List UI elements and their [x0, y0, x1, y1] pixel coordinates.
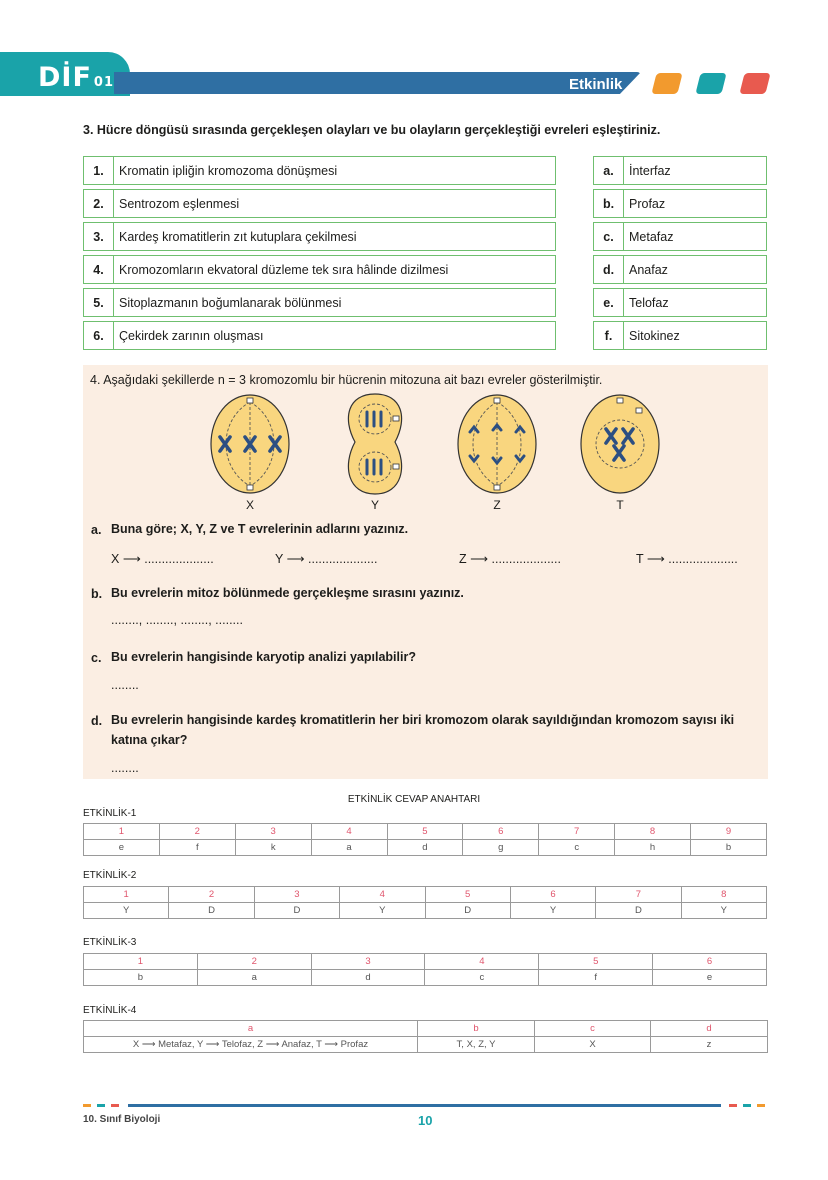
match-row-left: 2. Sentrozom eşlenmesi [83, 189, 556, 218]
cell-z-anaphase-icon [458, 395, 536, 493]
question-4-intro: 4. Aşağıdaki şekillerde n = 3 kromozomlu bir hücrenin mitozuna ait bazı evreler gösterilmiştir. [90, 373, 603, 387]
match-row-left: 3. Kardeş kromatitlerin zıt kutuplara çekilmesi [83, 222, 556, 251]
match-row-right: d. Anafaz [593, 255, 767, 284]
answer-blank-b[interactable]: ........, ........, ........, ........ [111, 613, 243, 627]
header-bar [114, 72, 641, 94]
match-row-left: 5. Sitoplazmanın boğumlanarak bölünmesi [83, 288, 556, 317]
key-label-3: ETKİNLİK-3 [83, 937, 137, 948]
answer-key-title: ETKİNLİK CEVAP ANAHTARI [347, 794, 481, 805]
footer-dash [97, 1104, 105, 1107]
answer-blank-t[interactable]: T ⟶ .................... [636, 552, 738, 566]
cell-label-x: X [245, 498, 254, 512]
key-table-3: 1 2 3 4 5 6 b a d c f e [83, 953, 767, 986]
match-row-right: a. İnterfaz [593, 156, 767, 185]
answer-blank-d[interactable]: ........ [111, 761, 139, 775]
question-d-letter: d. [91, 714, 103, 728]
question-3-title: 3. Hücre döngüsü sırasında gerçekleşen olayları ve bu olayların gerçekleştiği evreleri eşleştiriniz. [83, 123, 661, 137]
key-label-1: ETKİNLİK-1 [83, 808, 137, 819]
footer-dash [757, 1104, 765, 1107]
question-b-text: Bu evrelerin mitoz bölünmede gerçekleşme sırasını yazınız. [111, 586, 464, 600]
match-row-right: f. Sitokinez [593, 321, 767, 350]
section-title: Etkinlik [569, 76, 623, 93]
cell-t-prophase-icon [581, 395, 659, 493]
dif-logo: DİF 01 [38, 62, 114, 93]
page-number: 10 [418, 1113, 433, 1128]
footer-dash [83, 1104, 91, 1107]
footer-line [128, 1104, 721, 1107]
question-b-letter: b. [91, 587, 103, 601]
orange-chip-icon [651, 73, 682, 94]
answer-blank-x[interactable]: X ⟶ .................... [111, 552, 214, 566]
match-row-right: c. Metafaz [593, 222, 767, 251]
key-table-4: a b c d X ⟶ Metafaz, Y ⟶ Telofaz, Z ⟶ Anafaz, T ⟶ Profaz T, X, Z, Y X z [83, 1020, 768, 1053]
cell-label-y: Y [370, 498, 379, 512]
footer-dash [743, 1104, 751, 1107]
question-a-text: Buna göre; X, Y, Z ve T evrelerinin adlarını yazınız. [111, 522, 409, 536]
match-row-right: e. Telofaz [593, 288, 767, 317]
mitosis-cells-figure [200, 390, 670, 498]
match-row-left: 1. Kromatin ipliğin kromozoma dönüşmesi [83, 156, 556, 185]
question-c-text: Bu evrelerin hangisinde karyotip analizi yapılabilir? [111, 650, 416, 664]
teal-chip-icon [695, 73, 726, 94]
footer-book-title: 10. Sınıf Biyoloji [83, 1114, 161, 1125]
key-table-1: 1 2 3 4 5 6 7 8 9 e f k a d g c h b [83, 823, 767, 856]
footer-dash [729, 1104, 737, 1107]
cell-label-t: T [616, 498, 624, 512]
cell-y-telophase-icon [348, 394, 401, 494]
question-c-letter: c. [91, 651, 102, 665]
key-label-2: ETKİNLİK-2 [83, 870, 137, 881]
match-row-left: 6. Çekirdek zarının oluşması [83, 321, 556, 350]
red-chip-icon [739, 73, 770, 94]
key-table-2: 1 2 3 4 5 6 7 8 Y D D Y D Y D Y [83, 886, 767, 919]
key-label-4: ETKİNLİK-4 [83, 1005, 137, 1016]
match-row-left: 4. Kromozomların ekvatoral düzleme tek sıra hâlinde dizilmesi [83, 255, 556, 284]
answer-blank-y[interactable]: Y ⟶ .................... [275, 552, 378, 566]
cell-label-z: Z [493, 498, 501, 512]
match-row-right: b. Profaz [593, 189, 767, 218]
question-a-letter: a. [91, 523, 102, 537]
question-d-text: Bu evrelerin hangisinde kardeş kromatitlerin her biri kromozom olarak sayıldığından kromozom sayısı iki katına çıkar? [111, 713, 735, 747]
answer-blank-c[interactable]: ........ [111, 678, 139, 692]
cell-x-metaphase-icon [211, 395, 289, 493]
footer-dash [111, 1104, 119, 1107]
answer-blank-z[interactable]: Z ⟶ .................... [459, 552, 561, 566]
